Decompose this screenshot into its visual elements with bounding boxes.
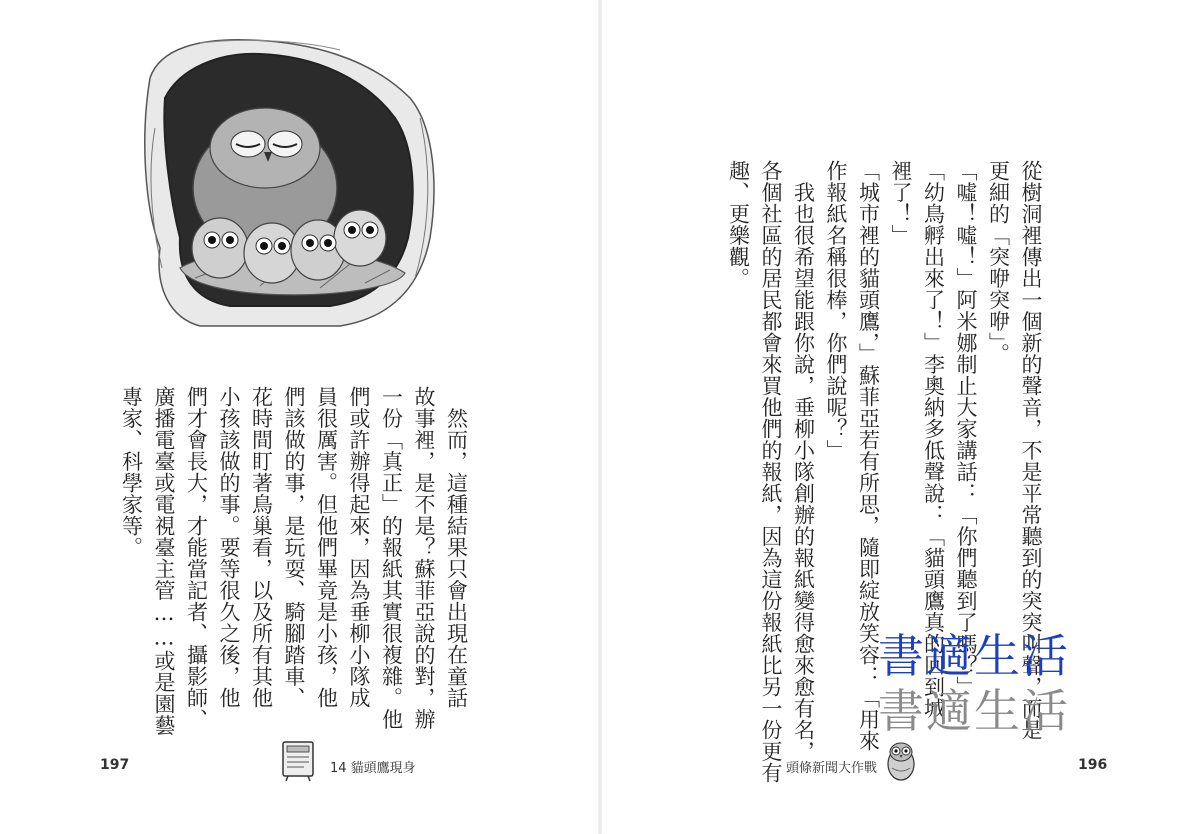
right-page-body-text: 從樹洞裡傳出一個新的聲音，不是平常聽到的突突叫聲，而是 更細的「突咿突咿」。 「噓！噓！」阿米娜制止大家講話：「你們聽到了嗎？」 「幼鳥孵出來了！」李奧納多低聲說：「貓頭鷹真的回到城 裡了！」 「城市裡的貓頭鷹，」蘇菲亞若有所思，隨即綻放笑容：「用來 作報紙名稱很棒，你們說呢？」 我也很希望能跟你說，垂柳小隊創辦的報紙變得愈來愈有名， 各個社區的居民都會來買他們的報紙，因為這份報紙比另一份更有 趣、更樂觀。 xyxy=(726,160,1043,784)
book-gutter xyxy=(598,0,602,834)
owl-icon xyxy=(884,738,918,782)
right-page-number: 196 xyxy=(1078,757,1108,773)
watermark-text-blue: 書適生活 xyxy=(878,629,1070,683)
left-running-head: 14 貓頭鷹現身 xyxy=(330,761,416,776)
watermark-text-gray: 書適生活 xyxy=(878,684,1070,738)
left-page-number: 197 xyxy=(100,757,130,773)
owl-family-illustration xyxy=(140,38,440,328)
newspaper-sign-icon xyxy=(280,738,316,782)
right-running-head: 頭條新聞大作戰 xyxy=(786,761,878,776)
left-page-body-text: 然而，這種結果只會出現在童話 故事裡，是不是？蘇菲亞說的對，辦 一份「真正」的報紙其實很複雜。他 們或許辦得起來，因為垂柳小隊成 員很厲害。但他們畢竟是小孩，他 們該做的事，是玩耍、騎腳踏車、 花時間盯著鳥巢看，以及所有其他 小孩該做的事。要等很久之後，他 們才會長大，才能當記者、攝影師、 廣播電臺或電視臺主管……或是園藝 專家、科學家等。 xyxy=(119,386,469,736)
